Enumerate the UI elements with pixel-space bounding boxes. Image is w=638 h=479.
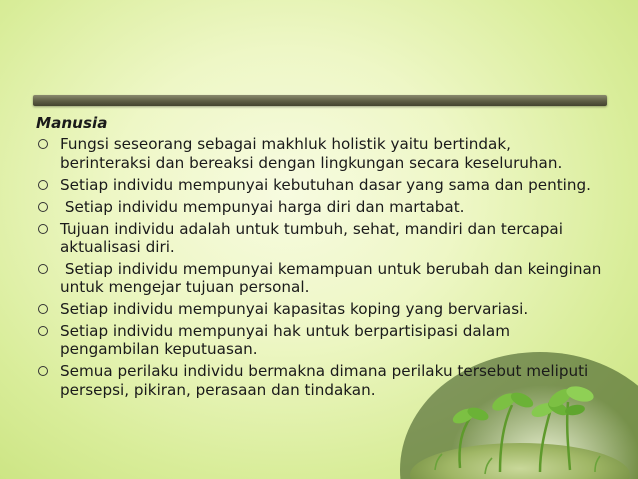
bullet-list [36,135,606,399]
bullet-item [36,362,606,399]
bullet-text: Setiap individu mempunyai harga diri dan martabat. [60,197,465,216]
hollow-circle-icon [38,224,48,234]
bullet-item [36,260,606,297]
bullet-text: Fungsi seseorang sebagai makhluk holistik yaitu bertindak, berinteraksi dan bereaksi dengan lingkungan secara keseluruhan. [60,135,563,172]
bullet-item [36,300,606,318]
bullet-text: Setiap individu mempunyai kebutuhan dasar yang sama dan penting. [60,175,591,194]
slide-heading: Manusia [36,114,108,132]
bullet-item [36,322,606,359]
hollow-circle-icon [38,202,48,212]
bullet-item [36,176,606,194]
hollow-circle-icon [38,366,48,376]
hollow-circle-icon [38,139,48,149]
hollow-circle-icon [38,264,48,274]
bullet-text: Tujuan individu adalah untuk tumbuh, sehat, mandiri dan tercapai aktualisasi diri. [60,219,563,256]
bullet-item [36,198,606,216]
hollow-circle-icon [38,180,48,190]
bullet-item [36,135,606,172]
hollow-circle-icon [38,304,48,314]
bullet-text: Setiap individu mempunyai kemampuan untuk berubah dan keinginan untuk mengejar tujuan personal. [60,259,607,297]
hollow-circle-icon [38,326,48,336]
bullet-text: Setiap individu mempunyai hak untuk berpartisipasi dalam pengambilan keputuasan. [60,322,511,359]
bullet-item [36,220,606,257]
title-divider-bar [33,95,607,106]
bullet-text: Setiap individu mempunyai kapasitas koping yang bervariasi. [60,300,529,319]
slide-content [36,114,606,403]
bullet-text: Semua perilaku individu bermakna dimana perilaku tersebut meliputi persepsi, pikiran, perasaan dan tindakan. [60,362,589,399]
